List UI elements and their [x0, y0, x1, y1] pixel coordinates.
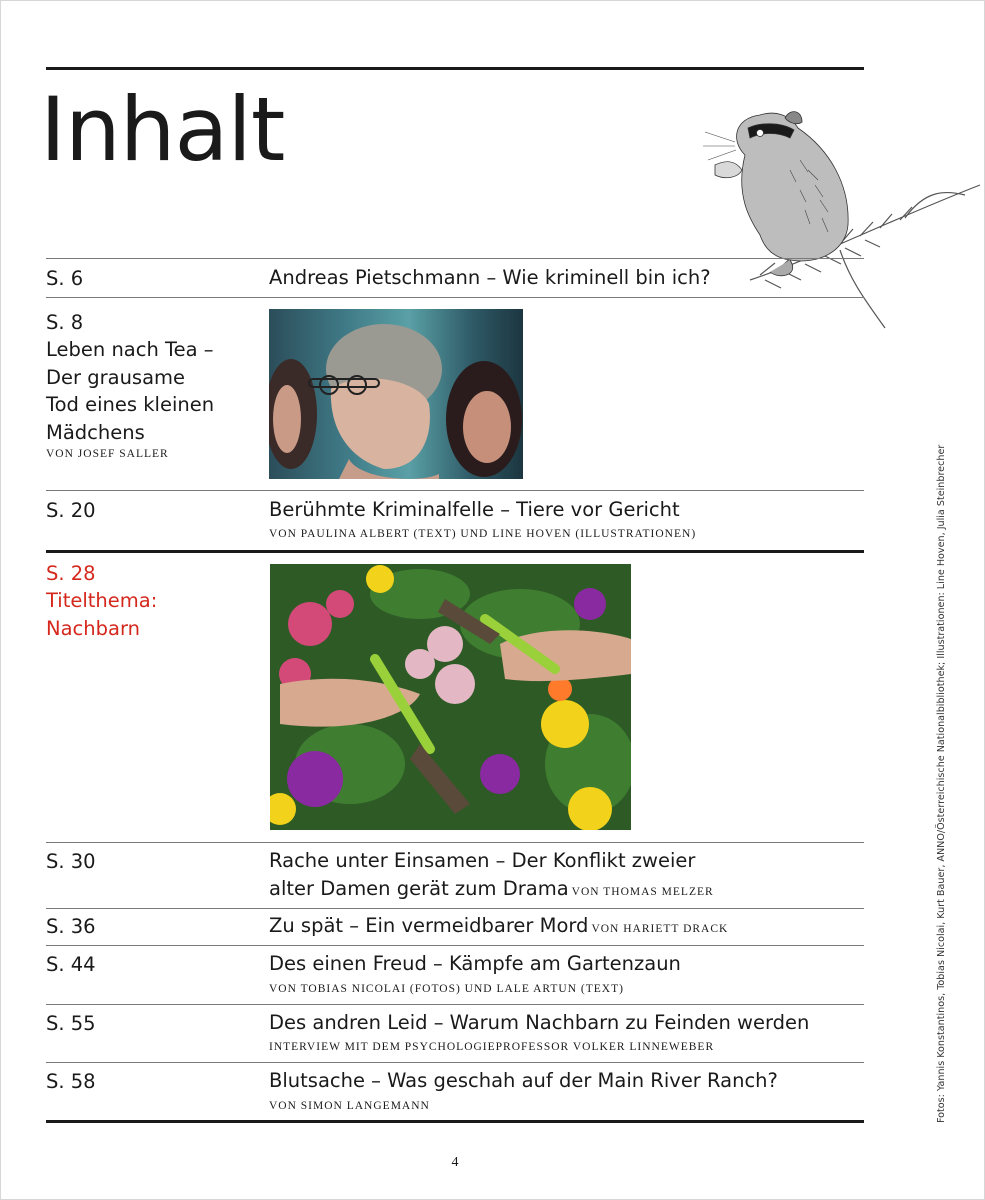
- entry-headline: [46, 336, 214, 446]
- entry-divider: [46, 490, 864, 491]
- entry-headline: Des andren Leid – Warum Nachbarn zu Feinden werden: [269, 1011, 810, 1034]
- headline-text: Zu spät – Ein vermeidbarer Mord: [269, 914, 589, 937]
- entry-byline: INTERVIEW MIT DEM PSYCHOLOGIEPROFESSOR VOLKER LINNEWEBER: [269, 1041, 715, 1053]
- entry-page-number: S. 55: [46, 1012, 96, 1035]
- headline-line: Der grausame: [46, 365, 186, 389]
- entry-headline: [46, 587, 157, 642]
- entry-byline: VON THOMAS MELZER: [571, 886, 714, 898]
- portrait-photo: [269, 309, 523, 479]
- entry-page-number: S. 36: [46, 915, 96, 938]
- entry-divider: [46, 297, 864, 298]
- entry-page-number: S. 44: [46, 953, 96, 976]
- entry-page-number: S. 6: [46, 267, 84, 290]
- top-rule: [46, 67, 864, 70]
- entry-page-number: S. 28: [46, 562, 96, 585]
- entry-headline: Berühmte Kriminalfelle – Tiere vor Gericht: [269, 498, 680, 521]
- entry-byline: VON SIMON LANGEMANN: [269, 1100, 430, 1112]
- entry-headline: [269, 847, 864, 906]
- entry-byline: VON PAULINA ALBERT (TEXT) UND LINE HOVEN (ILLUSTRATIONEN): [269, 528, 697, 540]
- headline-line: Nachbarn: [46, 616, 140, 640]
- headline-line: Titelthema:: [46, 589, 158, 612]
- headline-text: alter Damen gerät zum Drama: [269, 877, 569, 900]
- entry-byline: VON TOBIAS NICOLAI (FOTOS) UND LALE ARTUN (TEXT): [269, 983, 624, 995]
- entry-byline: VON HARIETT DRACK: [591, 923, 729, 935]
- entry-divider: [46, 258, 864, 259]
- hamster-illustration: [690, 100, 985, 335]
- entry-page-number: S. 58: [46, 1070, 96, 1093]
- entry-headline: [269, 912, 864, 943]
- entry-headline: Andreas Pietschmann – Wie kriminell bin ich?: [269, 266, 711, 289]
- headline-line: Tod eines kleinen: [46, 393, 215, 416]
- headline-line: [269, 875, 864, 906]
- entry-divider: [46, 842, 864, 843]
- headline-line: Leben nach Tea –: [46, 338, 214, 361]
- photo-credits: Fotos: Yannis Konstantinos, Tobias Nicolai, Kurt Bauer, ANNO/Österreichische Nationalbibliothek; Illustrationen: Line Hoven, Julia Steinbrecher: [936, 444, 947, 1123]
- entry-byline: VON JOSEF SALLER: [46, 448, 169, 460]
- entry-divider: [46, 1062, 864, 1063]
- section-rule: [46, 550, 864, 553]
- entry-headline: Blutsache – Was geschah auf der Main River Ranch?: [269, 1069, 778, 1092]
- bottom-rule: [46, 1120, 864, 1123]
- entry-page-number: S. 20: [46, 499, 96, 522]
- entry-divider: [46, 908, 864, 909]
- entry-page-number: S. 8: [46, 311, 84, 334]
- page-title: Inhalt: [40, 78, 285, 181]
- headline-line: Mädchens: [46, 420, 145, 444]
- entry-headline: Des einen Freud – Kämpfe am Gartenzaun: [269, 952, 681, 975]
- entry-page-number: S. 30: [46, 850, 96, 873]
- flowers-photo: [270, 564, 631, 830]
- entry-divider: [46, 945, 864, 946]
- entry-divider: [46, 1004, 864, 1005]
- page-number: 4: [451, 1155, 459, 1170]
- headline-line: Rache unter Einsamen – Der Konflikt zweier: [269, 849, 696, 872]
